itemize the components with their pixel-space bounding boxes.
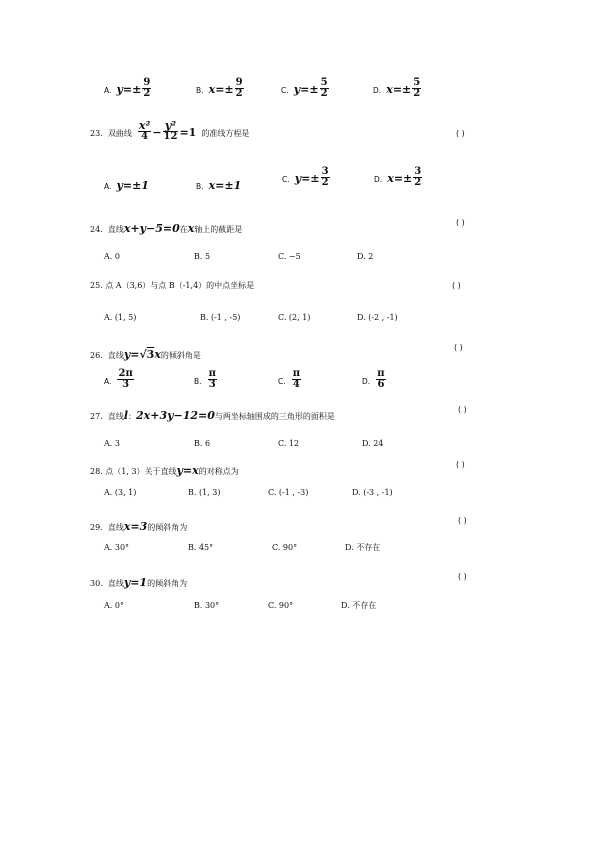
q24-option-c[interactable]: C. −5 (278, 252, 301, 261)
q27-option-a[interactable]: A. 3 (104, 439, 120, 448)
q26-answer-paren[interactable]: ( ) (454, 343, 463, 352)
q28-option-d[interactable]: D. (-3 , -1) (352, 488, 393, 497)
q23-option-a[interactable]: A. y=±1 (104, 179, 149, 192)
q22-option-a[interactable]: A. y=± $\frac{9}{2}$ (104, 77, 151, 99)
q28-question: 28. 点（1, 3）关于直线y=x的对称点为 (90, 464, 239, 477)
q30-answer-paren[interactable]: ( ) (458, 572, 467, 581)
q23-option-b[interactable]: B. x=±1 (196, 179, 242, 192)
q29-option-a[interactable]: A. 30° (104, 543, 130, 552)
q25-option-c[interactable]: C. (2, 1) (278, 313, 311, 322)
q28-option-b[interactable]: B. (1, 3) (188, 488, 221, 497)
q22-option-d[interactable]: D. x=± $\frac{5}{2}$ (373, 77, 421, 99)
q29-answer-paren[interactable]: ( ) (458, 516, 467, 525)
q25-question: 25. 点 A（3,6）与点 B（-1,4）的中点坐标是 (90, 281, 255, 290)
q26-option-a[interactable]: A. $\frac{2\pi}{3}$ (104, 368, 133, 390)
q29-option-d[interactable]: D. 不存在 (345, 543, 381, 552)
q26-option-b[interactable]: B. $\frac{\pi}{3}$ (194, 368, 216, 390)
q27-option-b[interactable]: B. 6 (194, 439, 211, 448)
q30-option-b[interactable]: B. 30° (194, 601, 220, 610)
q24-answer-paren[interactable]: ( ) (456, 218, 465, 227)
q29-option-c[interactable]: C. 90° (272, 543, 298, 552)
q25-option-b[interactable]: B. (-1 , -5) (200, 313, 241, 322)
q24-option-a[interactable]: A. 0 (104, 252, 120, 261)
q24-question: 24. 直线x+y−5=0在x轴上的截距是 (90, 222, 243, 235)
q26-option-d[interactable]: D. $\frac{\pi}{6}$ (362, 368, 385, 390)
q30-option-a[interactable]: A. 0° (104, 601, 124, 610)
q26-option-c[interactable]: C. $\frac{\pi}{4}$ (278, 368, 301, 390)
q23-option-d[interactable]: D. x=± $\frac{3}{2}$ (374, 166, 422, 188)
q25-option-a[interactable]: A. (1, 5) (104, 313, 137, 322)
q24-option-d[interactable]: D. 2 (357, 252, 374, 261)
q28-option-c[interactable]: C. (-1 , -3) (268, 488, 309, 497)
q27-question: 27. 直线l：2x+3y−12=0与两坐标轴围成的三角形的面积是 (90, 409, 335, 422)
q25-option-d[interactable]: D. (-2 , -1) (357, 313, 398, 322)
sqrt-sign: √ (139, 348, 147, 361)
q28-option-a[interactable]: A. (3, 1) (104, 488, 137, 497)
q29-question: 29. 直线x=3的倾斜角为 (90, 520, 188, 533)
q23-answer-paren[interactable]: ( ) (456, 129, 465, 138)
q30-option-d[interactable]: D. 不存在 (341, 601, 377, 610)
q22-option-c[interactable]: C. y=± $\frac{5}{2}$ (281, 77, 328, 99)
q29-option-b[interactable]: B. 45° (188, 543, 214, 552)
q30-option-c[interactable]: C. 90° (268, 601, 294, 610)
q24-option-b[interactable]: B. 5 (194, 252, 211, 261)
q25-answer-paren[interactable]: ( ) (452, 281, 461, 290)
q30-question: 30. 直线y=1的倾斜角为 (90, 576, 188, 589)
q27-option-d[interactable]: D. 24 (362, 439, 384, 448)
q27-answer-paren[interactable]: ( ) (458, 405, 467, 414)
q22-option-b[interactable]: B. x=± $\frac{9}{2}$ (196, 77, 243, 99)
q23-option-c[interactable]: C. y=± $\frac{3}{2}$ (282, 166, 329, 188)
q27-option-c[interactable]: C. 12 (278, 439, 300, 448)
q23-question: 23. 双曲线 $\frac{\text{x²}}{4}$ − $\frac{\text{y²}}{12}$ =1 的准线方程是 (90, 119, 250, 142)
q26-question: 26. 直线y=√3x的倾斜角是 (90, 348, 201, 361)
q28-answer-paren[interactable]: ( ) (456, 460, 465, 469)
